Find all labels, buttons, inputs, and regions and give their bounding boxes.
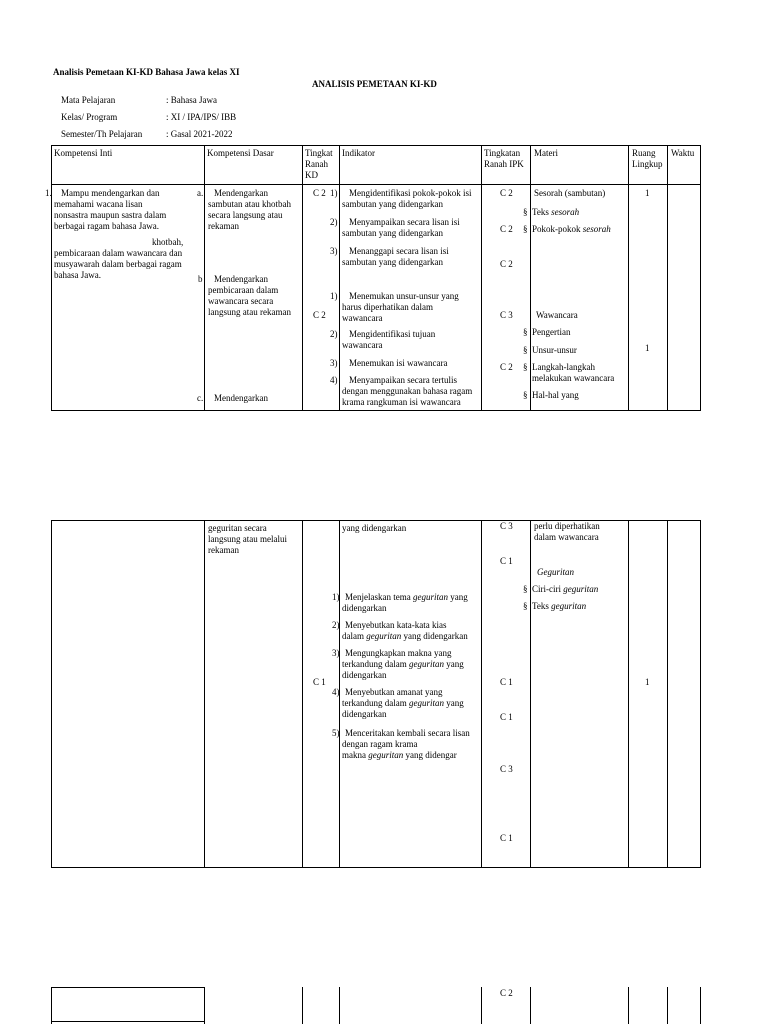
indicator-number: 2) xyxy=(330,217,338,227)
ki-line: pembicaraan dalam wawancara dan xyxy=(54,248,183,258)
indicator-line: Menyebutkan kata-kata kias xyxy=(345,620,447,630)
ki-line: memahami wacana lisan xyxy=(54,199,143,209)
indicator-number: 3) xyxy=(330,246,338,256)
indicator-line: dengan menggunakan bahasa ragam xyxy=(342,386,473,396)
bullet-icon: § xyxy=(523,207,528,217)
materi-item: Pokok-pokok sesorah xyxy=(532,224,611,234)
bullet-icon: § xyxy=(523,362,528,372)
indicator-line: Mengidentifikasi tujuan xyxy=(349,329,436,339)
indicator-line: yang didengarkan xyxy=(342,523,407,533)
header-tingkatan-2: Ranah IPK xyxy=(484,159,524,169)
ipk-value: C 2 xyxy=(500,259,513,269)
materi-item: Ciri-ciri geguritan xyxy=(532,584,599,594)
header-indikator: Indikator xyxy=(342,148,375,158)
ipk-value: C 1 xyxy=(500,712,513,722)
ruang-lingkup-value: 1 xyxy=(645,188,650,198)
meta-value-subject: : Bahasa Jawa xyxy=(166,95,217,105)
header-kompetensi-dasar: Kompetensi Dasar xyxy=(207,148,274,158)
header-waktu: Waktu xyxy=(671,148,695,158)
materi-item: Hal-hal yang xyxy=(532,390,579,400)
tingkat-kd-value: C 2 xyxy=(313,188,326,198)
meta-value-semester: : Gasal 2021-2022 xyxy=(166,129,233,139)
indicator-line: terkandung dalam geguritan yang xyxy=(342,698,464,708)
kd-c-mark: c. xyxy=(197,393,204,403)
ki-line: Mampu mendengarkan dan xyxy=(61,188,160,198)
indicator-line: Menemukan unsur-unsur yang xyxy=(349,291,459,301)
kd-line: langsung atau melalui xyxy=(208,534,287,544)
bullet-icon: § xyxy=(523,584,528,594)
header-materi: Materi xyxy=(534,148,558,158)
ki-line: nonsastra maupun sastra dalam xyxy=(54,210,167,220)
materi-item: Geguritan xyxy=(537,567,574,577)
indicator-line: wawancara xyxy=(342,313,383,323)
indicator-line: Menyampaikan secara lisan isi xyxy=(349,217,460,227)
ipk-value: C 2 xyxy=(500,188,513,198)
indicator-line: didengarkan xyxy=(342,603,387,613)
indicator-line: Mengidentifikasi pokok-pokok isi xyxy=(349,188,472,198)
indicator-number: 1) xyxy=(330,291,338,301)
ki-number: 1. xyxy=(45,188,52,198)
materi-item: Unsur-unsur xyxy=(532,345,577,355)
ipk-value: C 2 xyxy=(500,224,513,234)
bullet-icon: § xyxy=(523,601,528,611)
ipk-value: C 3 xyxy=(500,521,513,531)
materi-item: Teks geguritan xyxy=(532,601,587,611)
ki-line: khotbah, xyxy=(152,237,184,247)
indicator-line: krama rangkuman isi wawancara xyxy=(342,397,461,407)
meta-label-semester: Semester/Th Pelajaran xyxy=(61,129,143,139)
kd-a-mark: a. xyxy=(197,188,204,198)
kd-b-line: pembicaraan dalam xyxy=(208,285,279,295)
header-tingkat-3: KD xyxy=(305,170,318,180)
kd-line: rekaman xyxy=(208,545,239,555)
indicator-number: 4) xyxy=(330,375,338,385)
ki-line: bahasa Jawa. xyxy=(54,270,101,280)
header-tingkat-2: Ranah xyxy=(305,159,328,169)
indicator-line: didengarkan xyxy=(342,670,387,680)
indicator-line: Menyampaikan secara tertulis xyxy=(349,375,457,385)
bullet-icon: § xyxy=(523,327,528,337)
indicator-number: 2) xyxy=(330,329,338,339)
kd-a-line: sambutan atau khotbah xyxy=(208,199,291,209)
ki-line: musyawarah dalam berbagai ragam xyxy=(54,259,182,269)
meta-value-class: : XI / IPA/IPS/ IBB xyxy=(166,112,237,122)
indicator-number: 3) xyxy=(332,648,340,658)
materi-item: Teks sesorah xyxy=(532,207,580,217)
header-tingkatan-1: Tingkatan xyxy=(484,148,521,158)
kd-b-line: langsung atau rekaman xyxy=(208,307,291,317)
kd-a-line: rekaman xyxy=(208,221,239,231)
indicator-line: Menyebutkan amanat yang xyxy=(345,687,443,697)
indicator-line: Menjelaskan tema geguritan yang xyxy=(345,592,468,602)
indicator-line: Menemukan isi wawancara xyxy=(349,358,448,368)
indicator-line: Menceritakan kembali secara lisan xyxy=(345,728,470,738)
tingkat-kd-value: C 2 xyxy=(313,310,326,320)
kd-a-line: Mendengarkan xyxy=(214,188,268,198)
ki-line: berbagai ragam bahasa Jawa. xyxy=(54,221,159,231)
tingkat-kd-value: C 1 xyxy=(313,677,326,687)
ruang-lingkup-value: 1 xyxy=(645,677,650,687)
indicator-number: 2) xyxy=(332,620,340,630)
materi-item: dalam wawancara xyxy=(534,532,599,542)
ipk-value: C 2 xyxy=(500,988,513,998)
indicator-line: sambutan yang didengarkan xyxy=(342,257,443,267)
indicator-line: makna geguritan yang didengar xyxy=(342,750,457,760)
header-ruang-1: Ruang xyxy=(632,148,656,158)
indicator-line: didengarkan xyxy=(342,709,387,719)
table-title: ANALISIS PEMETAAN KI-KD xyxy=(312,79,437,89)
materi-item: Pengertian xyxy=(532,327,571,337)
ipk-value: C 3 xyxy=(500,310,513,320)
header-tingkat-1: Tingkat xyxy=(305,148,333,158)
indicator-number: 3) xyxy=(330,358,338,368)
indicator-number: 1) xyxy=(330,188,338,198)
indicator-number: 1) xyxy=(332,592,340,602)
materi-item: Langkah-langkah xyxy=(532,362,595,372)
indicator-line: harus diperhatikan dalam xyxy=(342,302,433,312)
materi-item: Wawancara xyxy=(536,310,578,320)
ipk-value: C 3 xyxy=(500,764,513,774)
bullet-icon: § xyxy=(523,224,528,234)
indicator-line: dengan ragam krama xyxy=(342,739,418,749)
kd-c-line: Mendengarkan xyxy=(214,393,268,403)
ruang-lingkup-value: 1 xyxy=(645,343,650,353)
indicator-line: sambutan yang didengarkan xyxy=(342,199,443,209)
ipk-value: C 1 xyxy=(500,833,513,843)
meta-label-subject: Mata Pelajaran xyxy=(61,95,116,105)
bullet-icon: § xyxy=(523,345,528,355)
ipk-value: C 1 xyxy=(500,556,513,566)
indicator-line: sambutan yang didengarkan xyxy=(342,228,443,238)
ipk-value: C 2 xyxy=(500,362,513,372)
kd-a-line: secara langsung atau xyxy=(208,210,283,220)
indicator-number: 5) xyxy=(332,728,340,738)
kd-b-line: Mendengarkan xyxy=(214,274,268,284)
kd-b-mark: b xyxy=(198,274,203,284)
materi-item: Sesorah (sambutan) xyxy=(534,188,606,198)
materi-item: melakukan wawancara xyxy=(532,373,615,383)
indicator-number: 4) xyxy=(332,687,340,697)
indicator-line: Mengungkapkan makna yang xyxy=(345,648,452,658)
materi-item: perlu diperhatikan xyxy=(534,521,600,531)
header-kompetensi-inti: Kompetensi Inti xyxy=(54,148,113,158)
indicator-line: wawancara xyxy=(342,340,383,350)
ipk-value: C 1 xyxy=(500,677,513,687)
bullet-icon: § xyxy=(523,390,528,400)
kd-line: geguritan secara xyxy=(208,523,267,533)
document-title: Analisis Pemetaan KI-KD Bahasa Jawa kelas XI xyxy=(53,67,240,77)
indicator-line: terkandung dalam geguritan yang xyxy=(342,659,464,669)
kd-b-line: wawancara secara xyxy=(208,296,274,306)
meta-label-class: Kelas/ Program xyxy=(61,112,118,122)
indicator-line: dalam geguritan yang didengarkan xyxy=(342,631,468,641)
indicator-line: Menanggapi secara lisan isi xyxy=(349,246,449,256)
header-ruang-2: Lingkup xyxy=(632,159,663,169)
